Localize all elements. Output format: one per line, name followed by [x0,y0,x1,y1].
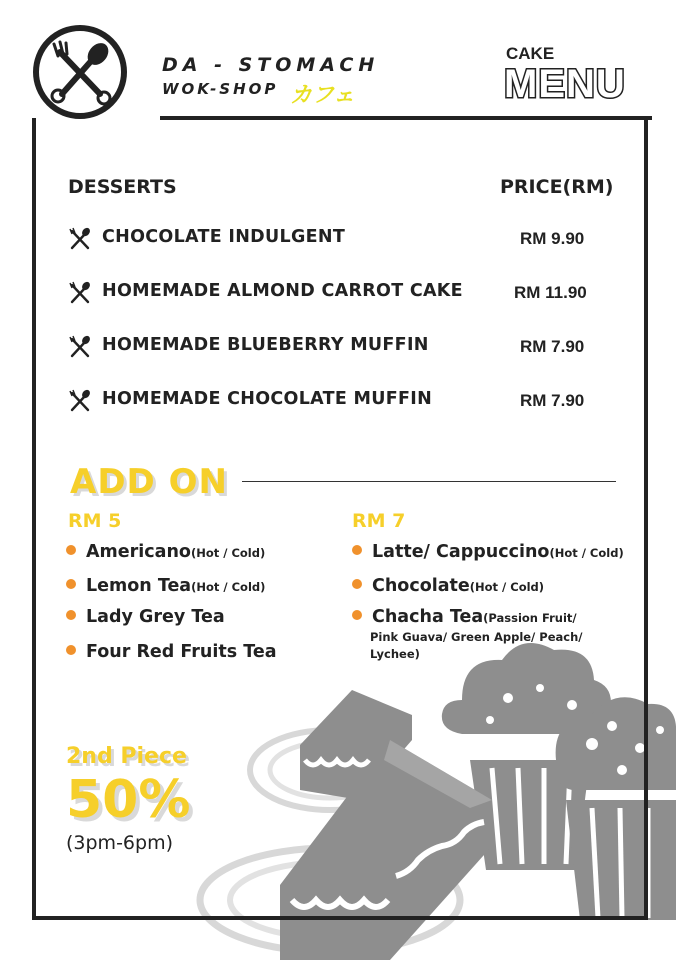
fork-spoon-icon [68,389,92,413]
dessert-price: RM 9.90 [520,229,585,248]
addon-drink [66,642,277,662]
fork-spoon-icon [68,335,92,359]
dessert-price: RM 7.90 [520,337,585,356]
addon-group2-price: RM 7 [352,510,406,532]
bullet-icon [66,579,76,589]
addon-drink [66,542,265,562]
fork-spoon-icon [68,281,92,305]
drink-name: Lady Grey Tea [86,607,225,627]
addon-drink [66,576,265,596]
dessert-item [68,225,628,255]
bullet-icon [66,610,76,620]
brand-name: DA - STOMACH [162,54,380,76]
drink-name: Four Red Fruits Tea [86,642,277,662]
fork-spoon-cross-icon [30,22,130,122]
brand-subtitle: WOK-SHOP [162,80,279,98]
drink-note-continued: Lychee) [370,647,420,661]
addon-drink [352,607,577,627]
bullet-icon [352,610,362,620]
dessert-name: HOMEMADE ALMOND CARROT CAKE [102,281,463,301]
bullet-icon [352,545,362,555]
drink-name: Lemon Tea [86,576,192,596]
bullet-icon [66,545,76,555]
drink-name: Chacha Tea [372,607,484,627]
drink-name: Americano [86,542,191,562]
dessert-name: CHOCOLATE INDULGENT [102,227,346,247]
drink-note: (Hot / Cold) [469,580,545,594]
price-heading: PRICE(RM) [500,176,614,198]
brand-japanese: カフェ [290,83,355,108]
dessert-name: HOMEMADE BLUEBERRY MUFFIN [102,335,429,355]
frame-top-line [160,116,652,120]
promo-label: 2nd Piece [66,744,187,769]
dessert-item [68,387,628,417]
dessert-item [68,333,628,363]
bullet-icon [352,579,362,589]
drink-note: (Passion Fruit/ [483,611,577,625]
addon-title: ADD ON [70,462,228,502]
drink-name: Chocolate [372,576,470,596]
fork-spoon-icon [68,227,92,251]
drink-name: Latte/ Cappuccino [372,542,550,562]
dessert-item [68,279,628,309]
drink-note-continued: Pink Guava/ Green Apple/ Peach/ [370,630,583,644]
addon-divider [242,481,616,482]
promo-time: (3pm-6pm) [66,832,173,854]
desserts-heading: DESSERTS [68,176,177,198]
drink-note: (Hot / Cold) [549,546,624,560]
bullet-icon [66,645,76,655]
menu-type-label: CAKE [506,44,555,63]
addon-drink [66,607,225,627]
menu-title: MENU [504,62,626,106]
dessert-name: HOMEMADE CHOCOLATE MUFFIN [102,389,433,409]
drink-note: (Hot / Cold) [191,580,266,594]
dessert-price: RM 11.90 [514,283,587,302]
addon-group1-price: RM 5 [68,510,122,532]
addon-drink [352,576,544,596]
dessert-price: RM 7.90 [520,391,585,410]
promo-discount: 50% [66,770,191,830]
addon-drink [352,542,624,562]
drink-note: (Hot / Cold) [190,546,266,560]
